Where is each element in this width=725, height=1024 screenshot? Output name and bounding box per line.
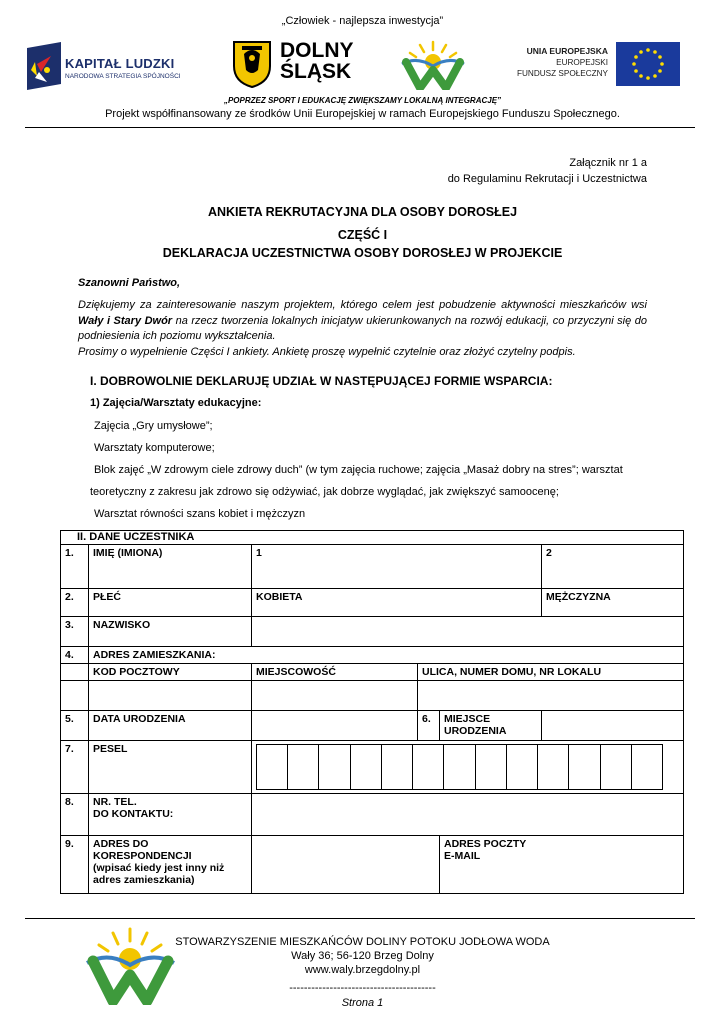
address-spacer <box>61 664 89 681</box>
option-label: Blok zajęć „W zdrowym ciele zdrowy duch” (w tym zajęcia ruchowe; zajęcia „Masaż dobry na stres”; warsztat <box>94 464 623 476</box>
phone-field[interactable] <box>252 794 684 836</box>
kapital-ludzki-emblem-icon <box>25 42 63 90</box>
annex-reference <box>448 155 647 187</box>
pesel-digit-box[interactable] <box>476 745 507 789</box>
gender-label: PŁEĆ <box>89 589 252 617</box>
address-label: ADRES ZAMIESZKANIA: <box>89 647 684 664</box>
intro-text <box>78 298 647 360</box>
birth-place-field[interactable] <box>542 711 684 741</box>
city-field[interactable] <box>252 681 418 711</box>
waly-association-logo <box>398 38 468 90</box>
option-label: Warsztaty komputerowe; <box>94 442 215 454</box>
birth-date-label: DATA URODZENIA <box>89 711 252 741</box>
option-rownosc-szans[interactable] <box>90 508 305 520</box>
row-number: 2. <box>61 589 89 617</box>
pesel-digit-box[interactable] <box>444 745 475 789</box>
dolny-slask-logo <box>232 40 372 90</box>
pesel-digit-box[interactable] <box>319 745 350 789</box>
project-slogan: „POPRZEZ SPORT I EDUKACJĘ ZWIĘKSZAMY LOKALNĄ INTEGRACJĘ” <box>223 96 502 105</box>
birth-place-label-1: MIEJSCE <box>444 713 491 725</box>
row-number: 4. <box>61 647 89 664</box>
pesel-label: PESEL <box>89 741 252 794</box>
header-motto: „Człowiek - najlepsza inwestycja” <box>281 15 444 27</box>
dolny-slask-line2: ŚLĄSK <box>280 60 352 83</box>
eu-logo-text <box>517 46 608 79</box>
pesel-digit-box[interactable] <box>382 745 413 789</box>
pesel-digit-box[interactable] <box>507 745 538 789</box>
city-label: MIEJSCOWOŚĆ <box>252 664 418 681</box>
correspondence-address-field[interactable] <box>252 836 440 894</box>
kapital-ludzki-subtitle: NARODOWA STRATEGIA SPÓJNOŚCI <box>65 73 181 80</box>
row-number: 3. <box>61 617 89 647</box>
part-title: CZĘŚĆ I <box>337 228 388 242</box>
phone-label-1: NR. TEL. <box>93 796 137 808</box>
pesel-boxes[interactable] <box>256 744 663 790</box>
dolny-slask-coat-of-arms-icon <box>232 40 272 88</box>
address-spacer <box>61 681 89 711</box>
annex-line1: Załącznik nr 1 a <box>569 157 647 169</box>
pesel-field[interactable] <box>252 741 684 794</box>
email-label-2: E-MAIL <box>444 850 481 862</box>
salutation: Szanowni Państwo, <box>78 277 181 289</box>
pesel-digit-box[interactable] <box>257 745 288 789</box>
option-zdrowy-duch-continued: teoretyczny z zakresu jak zdrowo się odżywiać, jak dobrze wyglądać, jak zwiększyć samoocenę; <box>90 486 559 498</box>
corr-label-1: ADRES DO KORESPONDENCJI <box>93 838 192 862</box>
sun-and-w-logo-icon <box>398 38 468 90</box>
intro-p1-bold: Wały i Stary Dwór <box>78 314 173 327</box>
gender-male-option[interactable] <box>542 589 684 617</box>
option-gry-umyslowe[interactable] <box>90 420 213 432</box>
row-number: 8. <box>61 794 89 836</box>
declaration-title: DEKLARACJA UCZESTNICTWA OSOBY DOROSŁEJ W PROJEKCIE <box>162 246 563 260</box>
option-warsztaty-komputerowe[interactable] <box>90 442 215 454</box>
participant-data-table <box>60 530 684 894</box>
birth-place-label-2: URODZENIA <box>444 725 507 737</box>
row-number: 7. <box>61 741 89 794</box>
dolny-slask-line1: DOLNY <box>280 39 354 62</box>
street-label: ULICA, NUMER DOMU, NR LOKALU <box>418 664 684 681</box>
email-label-1: ADRES POCZTY <box>444 838 527 850</box>
gender-male-label: MĘŻCZYZNA <box>546 591 611 603</box>
kapital-ludzki-title: KAPITAŁ LUDZKI <box>65 56 175 71</box>
phone-label <box>89 794 252 836</box>
page-number: Strona 1 <box>341 997 384 1009</box>
gender-female-label: KOBIETA <box>256 591 303 603</box>
pesel-digit-box[interactable] <box>413 745 444 789</box>
eu-logo <box>512 42 680 88</box>
option-zdrowy-duch[interactable] <box>90 464 655 476</box>
pesel-digit-box[interactable] <box>569 745 600 789</box>
annex-line2: do Regulaminu Rekrutacji i Uczestnictwa <box>447 173 647 185</box>
cofinance-note: Projekt współfinansowany ze środków Unii Europejskiej w ramach Europejskiego Funduszu Społecznego. <box>105 108 620 120</box>
row-number: 5. <box>61 711 89 741</box>
footer-org: STOWARZYSZENIE MIESZKAŃCÓW DOLINY POTOKU JODŁOWA WODA <box>175 936 550 948</box>
pesel-digit-box[interactable] <box>351 745 382 789</box>
birth-place-label <box>440 711 542 741</box>
option-label: Warsztat równości szans kobiet i mężczyzn <box>94 508 306 520</box>
row-number: 6. <box>418 711 440 741</box>
pesel-digit-box[interactable] <box>538 745 569 789</box>
intro-p1-b: na rzecz tworzenia lokalnych inicjatyw ukierunkowanych na rozwój edukacji, co przyczyni się do podniesienia ich poziomu wykształcenia. <box>78 314 647 342</box>
footer-divider <box>25 918 695 919</box>
first-name-field-1[interactable]: 1 <box>252 545 542 589</box>
eu-line3: FUNDUSZ SPOŁECZNY <box>517 69 608 78</box>
correspondence-address-label <box>89 836 252 894</box>
street-field[interactable] <box>418 681 684 711</box>
first-name-label: IMIĘ (IMIONA) <box>89 545 252 589</box>
intro-p1-a: Dziękujemy za zainteresowanie naszym projektem, którego celem jest pobudzenie aktywności mieszkańców wsi <box>78 299 647 311</box>
row-number: 1. <box>61 545 89 589</box>
section2-heading: II. DANE UCZESTNIKA <box>61 531 684 545</box>
gender-female-option[interactable] <box>252 589 542 617</box>
survey-title: ANKIETA REKRUTACYJNA DLA OSOBY DOROSŁEJ <box>207 205 518 219</box>
corr-label-2: (wpisać kiedy jest inny niż <box>93 862 225 874</box>
footer-dashes: ---------------------------------------- <box>289 982 436 994</box>
surname-label: NAZWISKO <box>89 617 252 647</box>
eu-line1: UNIA EUROPEJSKA <box>526 46 608 56</box>
dolny-slask-wordmark <box>280 40 354 82</box>
kapital-ludzki-logo <box>25 42 185 90</box>
birth-date-field[interactable] <box>252 711 418 741</box>
intro-p2: Prosimy o wypełnienie Części I ankiety. Ankietę proszę wypełnić czytelnie oraz złożyć czytelny podpis. <box>78 345 576 358</box>
email-field[interactable] <box>440 836 684 894</box>
corr-label-3: adres zamieszkania) <box>93 874 195 886</box>
first-name-field-2[interactable]: 2 <box>542 545 684 589</box>
section1-heading: I. DOBROWOLNIE DEKLARUJĘ UDZIAŁ W NASTĘPUJĄCEJ FORMIE WSPARCIA: <box>90 374 553 388</box>
header-divider <box>25 127 695 128</box>
eu-flag-icon <box>616 42 680 86</box>
option-label: Zajęcia „Gry umysłowe”; <box>94 420 213 432</box>
footer-address: Wały 36; 56-120 Brzeg Dolny <box>291 950 434 962</box>
phone-label-2: DO KONTAKTU: <box>93 808 174 820</box>
section1-sub: 1) Zajęcia/Warsztaty edukacyjne: <box>90 397 262 409</box>
postal-code-label: KOD POCZTOWY <box>89 664 252 681</box>
row-number: 9. <box>61 836 89 894</box>
surname-field[interactable] <box>252 617 684 647</box>
pesel-digit-box[interactable] <box>601 745 632 789</box>
footer-website[interactable]: www.waly.brzegdolny.pl <box>304 964 421 976</box>
eu-line2: EUROPEJSKI <box>556 58 608 67</box>
pesel-digit-box[interactable] <box>632 745 662 789</box>
pesel-digit-box[interactable] <box>288 745 319 789</box>
postal-code-field[interactable] <box>89 681 252 711</box>
